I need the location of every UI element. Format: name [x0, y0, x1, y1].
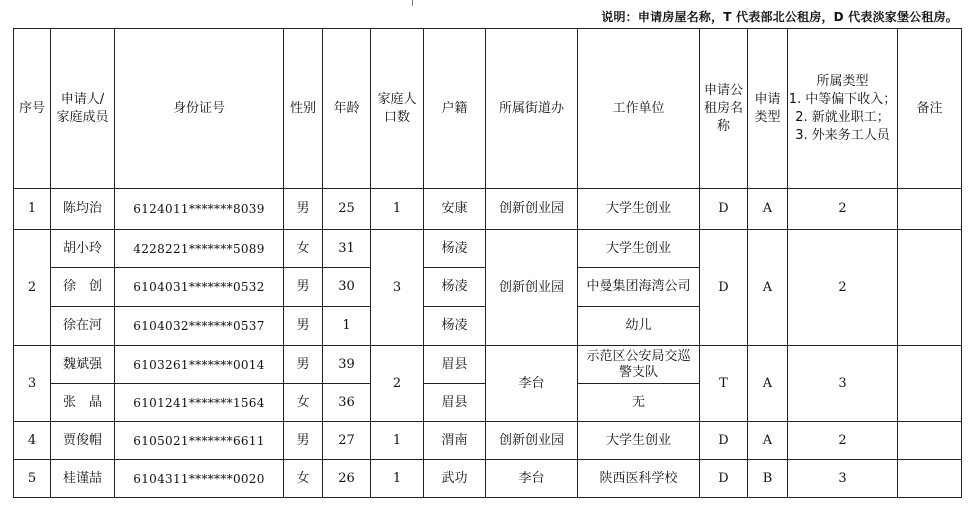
cell-employer: 大学生创业 — [578, 189, 700, 230]
cell-seq: 1 — [14, 189, 51, 230]
cell-subdistrict: 创新创业园 — [486, 422, 578, 460]
header-category-2: 2. 新就业职工； — [795, 109, 890, 125]
cell-apply-type: A — [748, 346, 788, 422]
header-category-3: 3. 外来务工人员 — [795, 127, 890, 143]
cell-name: 胡小玲 — [51, 230, 115, 268]
cell-id: 6104032*******0537 — [115, 307, 284, 346]
cell-name: 陈均治 — [51, 189, 115, 230]
cell-id: 6104311*******0020 — [115, 460, 284, 498]
cell-family-size: 1 — [371, 422, 424, 460]
header-house-name — [700, 29, 748, 189]
cell-residence: 杨凌 — [424, 268, 486, 307]
cell-apply-type: A — [748, 189, 788, 230]
cell-category: 2 — [788, 189, 898, 230]
cell-house: D — [700, 460, 748, 498]
cell-name: 徐在河 — [51, 307, 115, 346]
cell-age: 36 — [323, 384, 371, 422]
cell-employer: 大学生创业 — [578, 422, 700, 460]
header-applicant-line2: 家庭成员 — [56, 109, 109, 125]
cell-id: 6105021*******6611 — [115, 422, 284, 460]
cell-remarks — [898, 346, 962, 422]
applicant-table — [13, 28, 962, 498]
header-residence: 户籍 — [424, 29, 486, 189]
cell-age: 31 — [323, 230, 371, 268]
header-seq: 序号 — [14, 29, 51, 189]
cell-remarks — [898, 230, 962, 346]
header-id-number: 身份证号 — [115, 29, 284, 189]
cell-seq: 3 — [14, 346, 51, 422]
cell-subdistrict: 李台 — [486, 346, 578, 422]
cell-seq: 4 — [14, 422, 51, 460]
cell-gender: 男 — [284, 346, 323, 384]
cell-id: 6104031*******0532 — [115, 268, 284, 307]
header-house-name-line2: 租房名 — [703, 100, 743, 116]
cell-gender: 男 — [284, 189, 323, 230]
cell-gender: 男 — [284, 268, 323, 307]
cell-seq: 5 — [14, 460, 51, 498]
header-house-name-line3: 称 — [716, 118, 730, 134]
table-row — [14, 422, 962, 460]
cell-residence: 眉县 — [424, 346, 486, 384]
cell-house: D — [700, 230, 748, 346]
header-family-size-line1: 家庭人 — [377, 91, 417, 107]
cell-age: 39 — [323, 346, 371, 384]
cell-category: 2 — [788, 422, 898, 460]
cell-name: 张 晶 — [51, 384, 115, 422]
cell-family-size: 1 — [371, 189, 424, 230]
header-category-title: 所属类型 — [816, 73, 869, 89]
cell-residence: 武功 — [424, 460, 486, 498]
cell-residence: 眉县 — [424, 384, 486, 422]
table-row — [14, 189, 962, 230]
header-house-name-line1: 申请公 — [703, 82, 743, 98]
cell-apply-type: A — [748, 230, 788, 346]
cell-category: 3 — [788, 460, 898, 498]
sheet-divider-mark — [412, 0, 413, 6]
cell-residence: 杨凌 — [424, 230, 486, 268]
cell-name: 徐 创 — [51, 268, 115, 307]
header-category — [788, 29, 898, 189]
cell-house: D — [700, 189, 748, 230]
header-age: 年龄 — [323, 29, 371, 189]
table-row — [14, 346, 962, 384]
header-family-size-line2: 口数 — [383, 109, 410, 125]
cell-id: 6124011*******8039 — [115, 189, 284, 230]
cell-age: 1 — [323, 307, 371, 346]
header-subdistrict: 所属街道办 — [486, 29, 578, 189]
cell-category: 2 — [788, 230, 898, 346]
cell-gender: 女 — [284, 384, 323, 422]
cell-category: 3 — [788, 346, 898, 422]
cell-age: 27 — [323, 422, 371, 460]
header-family-size — [371, 29, 424, 189]
cell-age: 25 — [323, 189, 371, 230]
cell-employer: 大学生创业 — [578, 230, 700, 268]
cell-apply-type: A — [748, 422, 788, 460]
cell-age: 30 — [323, 268, 371, 307]
cell-residence: 安康 — [424, 189, 486, 230]
cell-id: 6101241*******1564 — [115, 384, 284, 422]
cell-remarks — [898, 422, 962, 460]
cell-remarks — [898, 189, 962, 230]
cell-residence: 杨凌 — [424, 307, 486, 346]
header-apply-type-line2: 类型 — [754, 109, 781, 125]
cell-gender: 男 — [284, 422, 323, 460]
cell-gender: 女 — [284, 460, 323, 498]
header-applicant — [51, 29, 115, 189]
cell-name: 贾俊帽 — [51, 422, 115, 460]
cell-remarks — [898, 460, 962, 498]
header-gender: 性别 — [284, 29, 323, 189]
header-remarks: 备注 — [898, 29, 962, 189]
cell-name: 桂谨喆 — [51, 460, 115, 498]
cell-subdistrict: 李台 — [486, 460, 578, 498]
cell-employer-line2: 警支队 — [618, 364, 658, 380]
cell-gender: 男 — [284, 307, 323, 346]
cell-employer: 无 — [578, 384, 700, 422]
cell-family-size: 2 — [371, 346, 424, 422]
cell-family-size: 3 — [371, 230, 424, 346]
cell-family-size: 1 — [371, 460, 424, 498]
cell-apply-type: B — [748, 460, 788, 498]
cell-id: 4228221*******5089 — [115, 230, 284, 268]
cell-seq: 2 — [14, 230, 51, 346]
header-apply-type — [748, 29, 788, 189]
table-row — [14, 460, 962, 498]
cell-name: 魏斌强 — [51, 346, 115, 384]
header-applicant-line1: 申请人/ — [60, 91, 105, 107]
header-category-1: 1. 中等偏下收入； — [788, 91, 897, 107]
header-row — [14, 29, 962, 189]
cell-house: T — [700, 346, 748, 422]
cell-gender: 女 — [284, 230, 323, 268]
cell-subdistrict: 创新创业园 — [486, 189, 578, 230]
header-apply-type-line1: 申请 — [754, 91, 781, 107]
cell-employer-line1: 示范区公安局交巡 — [586, 348, 691, 364]
cell-employer: 幼儿 — [578, 307, 700, 346]
cell-age: 26 — [323, 460, 371, 498]
cell-employer: 陕西医科学校 — [578, 460, 700, 498]
cell-house: D — [700, 422, 748, 460]
cell-employer: 中曼集团海湾公司 — [578, 268, 700, 307]
header-employer: 工作单位 — [578, 29, 700, 189]
cell-subdistrict: 创新创业园 — [486, 230, 578, 346]
cell-residence: 渭南 — [424, 422, 486, 460]
table-note: 说明：申请房屋名称，T 代表部北公租房，D 代表淡家堡公租房。 — [601, 10, 958, 24]
cell-id: 6103261*******0014 — [115, 346, 284, 384]
table-row — [14, 230, 962, 268]
cell-employer — [578, 346, 700, 384]
